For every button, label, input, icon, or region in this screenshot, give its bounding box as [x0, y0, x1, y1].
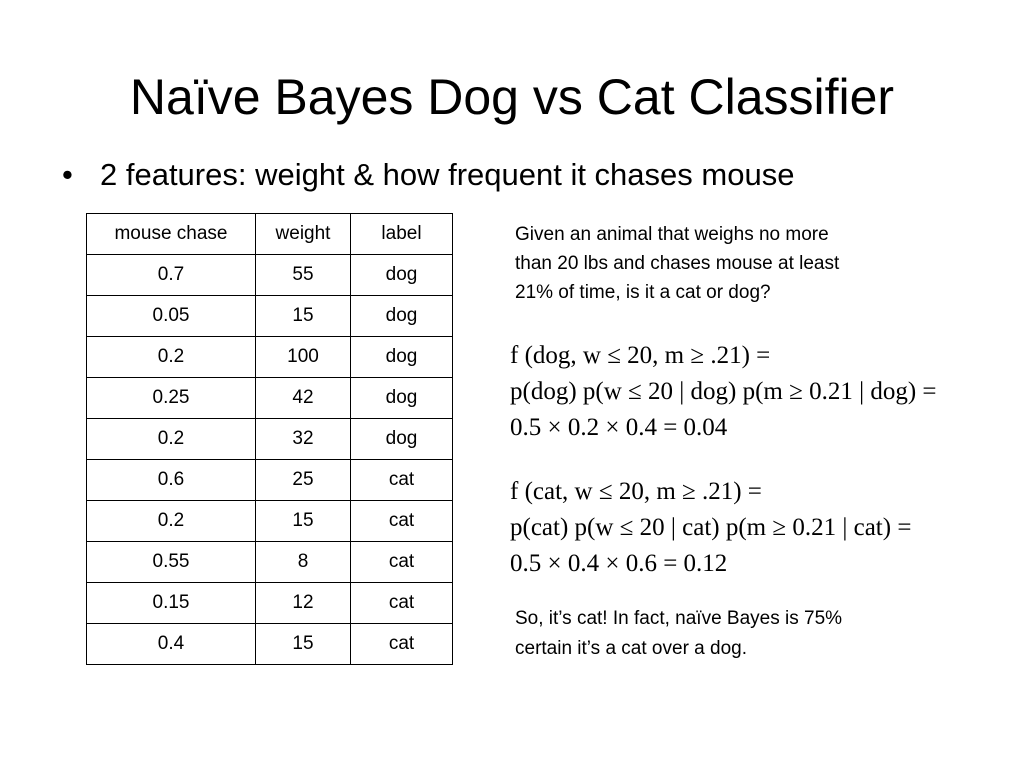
weight-cell: 15: [256, 624, 351, 665]
conclusion-line: certain it’s a cat over a dog.: [515, 638, 747, 659]
column-header-mouse-chase: mouse chase: [87, 214, 256, 255]
equation-line: 0.5 × 0.4 × 0.6 = 0.12: [510, 550, 728, 577]
label-cell: cat: [351, 501, 453, 542]
label-cell: cat: [351, 542, 453, 583]
table-row: [87, 501, 453, 542]
conclusion-text: [515, 604, 955, 664]
bullet-dot-icon: •: [62, 157, 73, 192]
weight-cell: 55: [256, 255, 351, 296]
weight-cell: 15: [256, 296, 351, 337]
question-line: than 20 lbs and chases mouse at least: [515, 253, 840, 274]
bullet-text: 2 features: weight & how frequent it chases mouse: [100, 157, 795, 192]
mouse-chase-cell: 0.05: [87, 296, 256, 337]
cat-equation: [510, 474, 911, 582]
mouse-chase-cell: 0.7: [87, 255, 256, 296]
question-text: [515, 220, 935, 307]
column-header-weight: weight: [256, 214, 351, 255]
table-row: [87, 583, 453, 624]
table-header-row: [87, 214, 453, 255]
equation-line: p(cat) p(w ≤ 20 | cat) p(m ≥ 0.21 | cat) =: [510, 514, 912, 541]
mouse-chase-cell: 0.55: [87, 542, 256, 583]
mouse-chase-cell: 0.6: [87, 460, 256, 501]
mouse-chase-cell: 0.15: [87, 583, 256, 624]
table-body: [87, 255, 453, 665]
label-cell: dog: [351, 296, 453, 337]
table-row: [87, 378, 453, 419]
weight-cell: 25: [256, 460, 351, 501]
weight-cell: 42: [256, 378, 351, 419]
equation-line: f (dog, w ≤ 20, m ≥ .21) =: [510, 342, 771, 369]
conclusion-line: So, it’s cat! In fact, naïve Bayes is 75%: [515, 608, 843, 629]
weight-cell: 32: [256, 419, 351, 460]
question-line: Given an animal that weighs no more: [515, 224, 829, 245]
equation-line: p(dog) p(w ≤ 20 | dog) p(m ≥ 0.21 | dog) =: [510, 378, 937, 405]
label-cell: cat: [351, 583, 453, 624]
weight-cell: 15: [256, 501, 351, 542]
label-cell: dog: [351, 419, 453, 460]
mouse-chase-cell: 0.2: [87, 419, 256, 460]
dog-equation: [510, 338, 937, 446]
equation-line: 0.5 × 0.2 × 0.4 = 0.04: [510, 414, 728, 441]
label-cell: dog: [351, 378, 453, 419]
weight-cell: 8: [256, 542, 351, 583]
label-cell: cat: [351, 460, 453, 501]
label-cell: dog: [351, 255, 453, 296]
table-row: [87, 255, 453, 296]
table-row: [87, 542, 453, 583]
table-row: [87, 460, 453, 501]
mouse-chase-cell: 0.2: [87, 501, 256, 542]
mouse-chase-cell: 0.4: [87, 624, 256, 665]
mouse-chase-cell: 0.25: [87, 378, 256, 419]
question-line: 21% of time, is it a cat or dog?: [515, 282, 771, 303]
bullet-item: [62, 153, 794, 197]
table-row: [87, 337, 453, 378]
label-cell: dog: [351, 337, 453, 378]
training-data-table: [86, 213, 453, 665]
mouse-chase-cell: 0.2: [87, 337, 256, 378]
table-row: [87, 624, 453, 665]
slide-title: Naïve Bayes Dog vs Cat Classifier: [129, 69, 895, 125]
table-row: [87, 296, 453, 337]
column-header-label: label: [351, 214, 453, 255]
table-row: [87, 419, 453, 460]
weight-cell: 12: [256, 583, 351, 624]
equation-line: f (cat, w ≤ 20, m ≥ .21) =: [510, 478, 762, 505]
weight-cell: 100: [256, 337, 351, 378]
label-cell: cat: [351, 624, 453, 665]
